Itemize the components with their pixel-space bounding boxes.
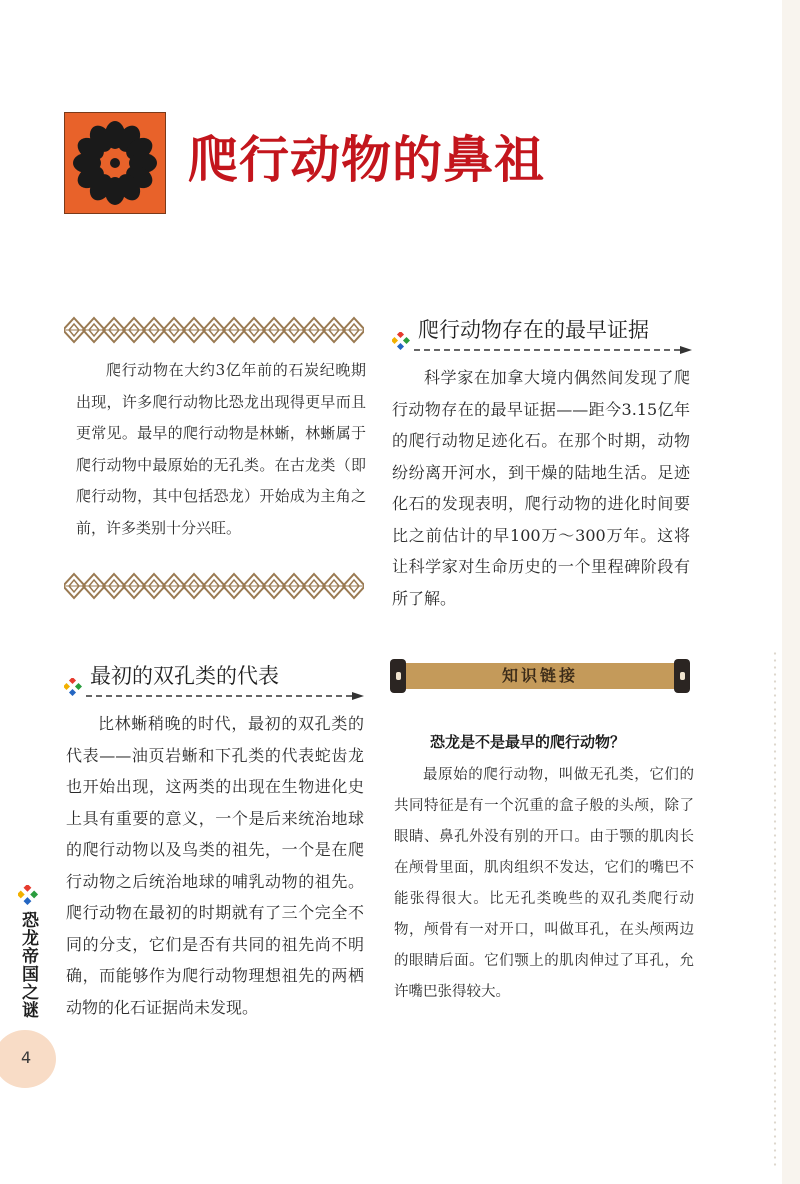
four-color-diamond-icon [392,332,410,350]
knowledge-link-answer: 最原始的爬行动物，叫做无孔类，它们的共同特征是有一个沉重的盒子般的头颅，除了眼睛、鼻孔外没有别的开口。由于颚的肌肉长在颅骨里面，肌肉组织不发达，它们的嘴巴不能张得很大。比无孔类晚些的双孔类爬行动物，颅骨有一对开口，叫做耳孔，在头颅两边的眼睛后面。它们颚上的肌肉伸过了耳孔，允许嘴巴张得较大。 [394,767,694,1000]
knowledge-link-banner [390,659,690,693]
section-paragraph-first-diapsids: 比林蜥稍晚的时代，最初的双孔类的代表——油页岩蜥和下孔类的代表蛇齿龙也开始出现，这两类的出现在生物进化史上具有重要的意义，一个是后来统治地球的爬行动物以及鸟类的祖先，一个是在爬行动物之后统治地球的哺乳动物的祖先。爬行动物在最初的时期就有了三个完全不同的分支，它们是否有共同的祖先尚不明确，而能够作为爬行动物理想祖先的两栖动物的化石证据尚未发现。 [66,714,364,1017]
bottom-pattern-divider [64,572,364,600]
dashed-arrow-line [414,346,692,354]
section-heading-first-diapsids [64,662,364,702]
dotted-edge-decoration [772,650,778,1170]
right-page-band [782,0,800,1184]
section-title: 爬行动物存在的最早证据 [418,318,649,342]
intro-paragraph: 爬行动物在大约3亿年前的石炭纪晚期出现，许多爬行动物比恐龙出现得更早而且更常见。最早的爬行动物是林蜥，林蜥属于爬行动物中最原始的无孔类。在古龙类（即爬行动物，其中包括恐龙）开始成为主角之前，许多类别十分兴旺。 [76,361,366,537]
four-color-diamond-icon [18,885,38,905]
dashed-arrow-line [86,692,364,700]
section-paragraph-earliest-evidence: 科学家在加拿大境内偶然间发现了爬行动物存在的最早证据——距今3.15亿年的爬行动物足迹化石。在那个时期，动物纷纷离开河水，到干燥的陆地生活。足迹化石的发现表明，爬行动物的进化时间要比之前估计的早100万～300万年。这将让科学家对生命历史的一个里程碑阶段有所了解。 [392,368,690,608]
flower-rosette-icon [64,112,166,214]
knowledge-link-question: 恐龙是不是最早的爬行动物？ [430,733,626,751]
section-title: 最初的双孔类的代表 [90,664,279,688]
side-tab [14,885,42,1019]
book-title-vertical: 恐龙帝国之谜 [18,911,38,1019]
page-number: 4 [21,1048,32,1067]
four-color-diamond-icon [64,678,82,696]
page-title: 爬行动物的鼻祖 [188,130,545,189]
section-heading-earliest-evidence [392,316,692,356]
top-pattern-divider [64,316,364,344]
knowledge-link-label: 知识链接 [501,666,578,685]
